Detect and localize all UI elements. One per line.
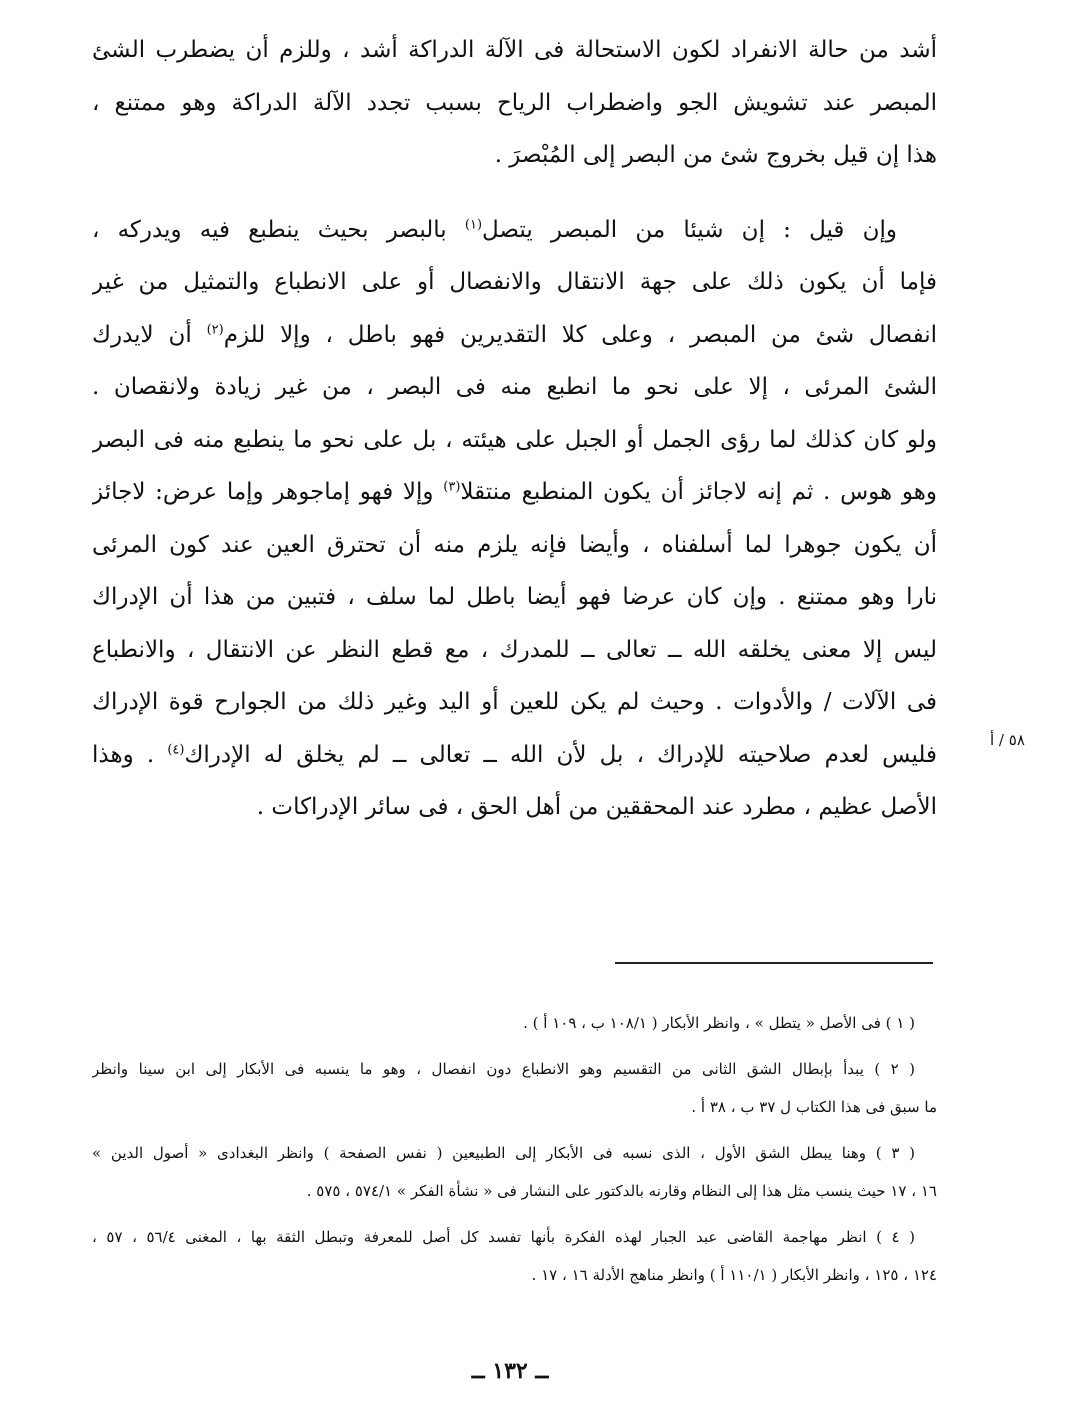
text-line: الشئ المرئى ، إلا على نحو ما انطبع منه فى البصر ، من غير زيادة ولانقصان . [92,374,937,400]
footnote-gap [92,1126,937,1134]
text-line: ليس إلا معنى يخلقه الله ــ تعالى ــ للمدرك ، مع قطع النظر عن الانتقال ، والانطباع [92,636,937,663]
footnote-3-continued: ١٦ ، ١٧ حيث ينسب مثل هذا إلى النظام وقارنه بالدكتور على النشار فى « نشأة الفكر » ٥٧٤/١ ، ٥٧٥ . [306,1182,937,1200]
footnote-separator [615,962,933,964]
text-line: نارا وهو ممتنع . وإن كان عرضا فهو أيضا باطل لما سلف ، فتبين من هذا أن الإدراك [92,584,937,610]
text-run: انفصال شئ من المبصر ، وعلى كلا التقديرين فهو باطل ، وإلا للزم [223,321,937,348]
footnote-ref-3: (٣) [443,479,461,495]
text-run: بالبصر بحيث ينطبع فيه ويدركه ، [92,216,465,243]
text-run: . وهذا [92,741,168,768]
footnote-4-continued: ١٢٤ ، ١٢٥ ، وانظر الأبكار ( ١١٠/١ أ ) وانظر مناهج الأدلة ١٦ ، ١٧ . [531,1266,937,1284]
footnote-ref-4: (٤) [167,741,185,757]
text-line: أن يكون جوهرا لما أسلفناه ، وأيضا فإنه يلزم منه أن تحترق العين عند كون المرئى [92,531,937,558]
text-run: أن لايدرك [92,321,207,348]
page-number: ــ ١٣٢ ــ [471,1358,549,1384]
footnote-ref-1: (١) [464,216,483,232]
footnote-1: ( ١ ) فى الأصل « يتطل » ، وانظر الأبكار ( ١٠٨/١ ب ، ١٠٩ أ ) . [523,1014,915,1032]
paragraph-gap [92,182,937,204]
text-line [92,466,937,519]
footnote-3: ( ٣ ) وهنا يبطل الشق الأول ، الذى نسبه فى الأبكار إلى الطبيعين ( نفس الصفحة ) وانظر البغدادى « أصول الدين » [92,1144,916,1162]
text-line [92,729,937,782]
footnote-gap [92,1210,937,1218]
text-line: أشد من حالة الانفراد لكون الاستحالة فى الآلة الدراكة أشد ، وللزم أن يضطرب الشئ [92,37,937,63]
text-line: المبصر عند تشويش الجو واضطراب الرياح بسبب تجدد الآلة الدراكة وهو ممتنع ، [92,89,937,116]
footnote-2-continued: ما سبق فى هذا الكتاب ل ٣٧ ب ، ٣٨ أ . [691,1098,937,1116]
manuscript-folio-marker: ٥٨ / أ [990,731,1025,749]
text-line: فى الآلات / والأدوات . وحيث لم يكن للعين أو اليد وغير ذلك من الجوارح قوة الإدراك [92,689,937,715]
text-line [92,204,937,257]
footnotes [92,1004,937,1294]
text-line: الأصل عظيم ، مطرد عند المحققين من أهل الحق ، فى سائر الإدراكات . [256,794,937,820]
main-text [92,24,937,834]
footnote-2: ( ٢ ) يبدأ بإبطال الشق الثانى من التقسيم وهو الانطباع دون انفصال ، وهو ما ينسبه فى الأبكار إلى ابن سينا وانظر [92,1060,916,1078]
footnote-4: ( ٤ ) انظر مهاجمة القاضى عبد الجبار لهذه الفكرة بأنها تفسد كل أصل للمعرفة وتبطل الثقة بها ، المغنى ٥٦/٤ ، ٥٧ ، [92,1228,915,1246]
text-line [92,309,937,362]
text-run: وإلا فهو إماجوهر وإما عرض: لاجائز [92,479,444,505]
text-line: فإما أن يكون ذلك على جهة الانتقال والانفصال أو على الانطباع والتمثيل من غير [92,269,937,295]
text-run: فليس لعدم صلاحيته للإدراك ، بل لأن الله ــ تعالى ــ لم يخلق له الإدراك [184,741,937,768]
text-line: هذا إن قيل بخروج شئ من البصر إلى المُبْصرَ . [494,142,937,168]
text-run: وهو هوس . ثم إنه لاجائز أن يكون المنطبع منتقلا [460,479,937,505]
footnote-ref-2: (٢) [206,321,224,337]
footnote-gap [92,1042,937,1050]
text-line: ولو كان كذلك لما رؤى الجمل أو الجبل على هيئته ، بل على نحو ما ينطبع منه فى البصر [92,426,937,453]
text-run: وإن قيل : إن شيئا من المبصر يتصل [482,216,897,243]
